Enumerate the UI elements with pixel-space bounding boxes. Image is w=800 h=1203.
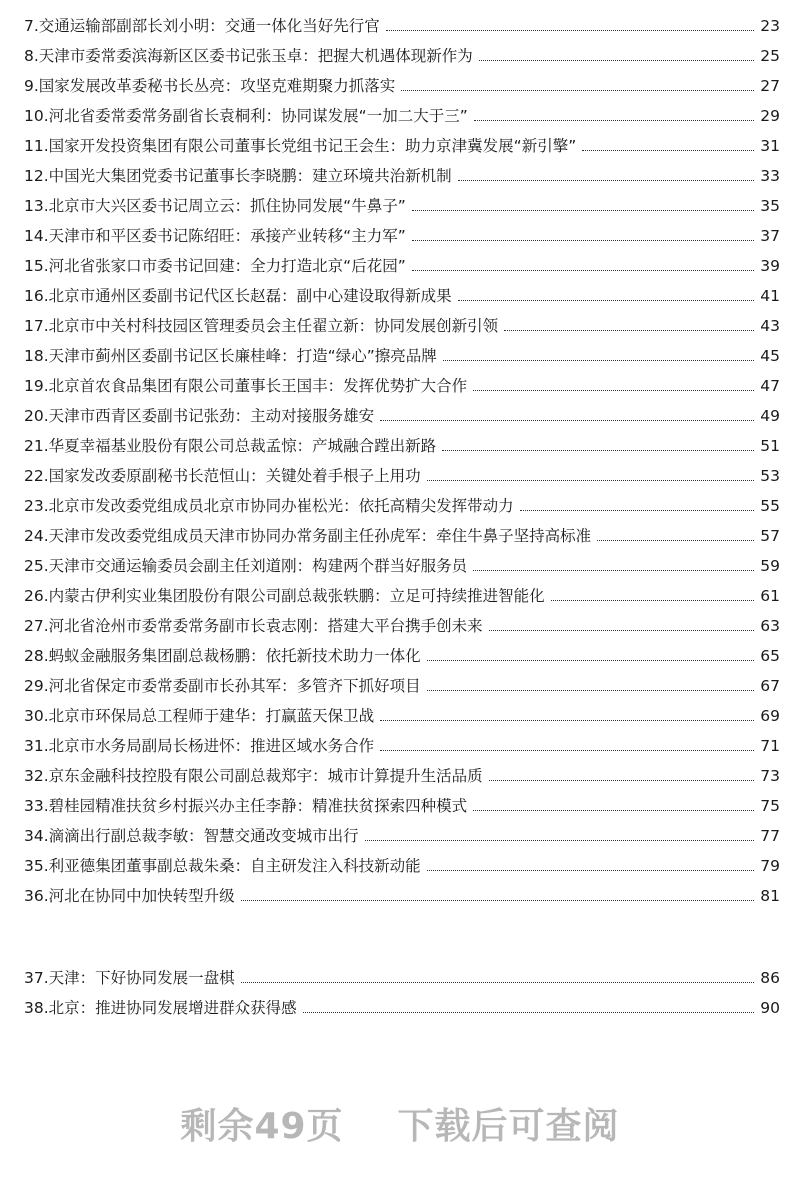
toc-dot-leader — [380, 420, 754, 421]
toc-entry-page: 59 — [760, 557, 780, 575]
toc-entry-number: 30. — [24, 707, 49, 725]
toc-entry[interactable] — [24, 36, 780, 66]
toc-dot-leader — [442, 450, 754, 451]
toc-entry[interactable] — [24, 156, 780, 186]
toc-entry-title: 天津市和平区委书记陈绍旺：承接产业转移“主力军” — [48, 227, 406, 245]
toc-entry[interactable] — [24, 876, 780, 906]
toc-entry-title: 河北在协同中加快转型升级 — [48, 887, 235, 905]
toc-entry[interactable] — [24, 66, 780, 96]
toc-dot-leader — [412, 240, 755, 241]
toc-entry-title: 北京市环保局总工程师于建华：打赢蓝天保卫战 — [48, 707, 375, 725]
toc-entry-title: 华夏幸福基业股份有限公司总裁孟惊：产城融合蹚出新路 — [48, 437, 437, 455]
toc-entry[interactable] — [24, 216, 780, 246]
toc-entry-page: 57 — [760, 527, 780, 545]
toc-entry-title: 河北省张家口市委书记回建：全力打造北京“后花园” — [48, 257, 406, 275]
toc-entry-page: 51 — [760, 437, 780, 455]
toc-entry-title: 北京首农食品集团有限公司董事长王国丰：发挥优势扩大合作 — [48, 377, 468, 395]
toc-entry-number: 9. — [24, 77, 39, 95]
toc-entry-number: 38. — [24, 999, 49, 1017]
toc-entry-page: 53 — [760, 467, 780, 485]
toc-entry[interactable] — [24, 366, 780, 396]
toc-dot-leader — [427, 660, 755, 661]
toc-dot-leader — [489, 780, 755, 781]
toc-entry[interactable] — [24, 336, 780, 366]
toc-entry-number: 17. — [24, 317, 49, 335]
toc-dot-leader — [386, 30, 754, 31]
toc-entry-page: 86 — [760, 969, 780, 987]
toc-group-b — [24, 958, 780, 1018]
toc-entry-page: 61 — [760, 587, 780, 605]
toc-entry[interactable] — [24, 666, 780, 696]
toc-entry-page: 27 — [760, 77, 780, 95]
toc-entry-title: 碧桂园精准扶贫乡村振兴办主任李静：精准扶贫探索四种模式 — [48, 797, 468, 815]
toc-entry-number: 34. — [24, 827, 49, 845]
toc-entry-page: 45 — [760, 347, 780, 365]
toc-dot-leader — [241, 900, 755, 901]
toc-entry[interactable] — [24, 486, 780, 516]
toc-entry-title: 内蒙古伊利实业集团股份有限公司副总裁张轶鹏：立足可持续推进智能化 — [48, 587, 545, 605]
toc-dot-leader — [427, 870, 755, 871]
toc-entry[interactable] — [24, 958, 780, 988]
toc-dot-leader — [412, 270, 755, 271]
download-prompt[interactable] — [0, 1098, 800, 1149]
toc-entry-number: 28. — [24, 647, 49, 665]
toc-entry-page: 43 — [760, 317, 780, 335]
toc-entry-number: 27. — [24, 617, 49, 635]
toc-entry-page: 25 — [760, 47, 780, 65]
toc-entry-title: 蚂蚁金融服务集团副总裁杨鹏：依托新技术助力一体化 — [48, 647, 421, 665]
toc-entry-page: 37 — [760, 227, 780, 245]
toc-entry-title: 天津：下好协同发展一盘棋 — [48, 969, 235, 987]
toc-entry-page: 55 — [760, 497, 780, 515]
toc-entry[interactable] — [24, 306, 780, 336]
toc-entry-page: 29 — [760, 107, 780, 125]
toc-entry-page: 73 — [760, 767, 780, 785]
toc-entry[interactable] — [24, 816, 780, 846]
toc-entry-page: 75 — [760, 797, 780, 815]
toc-entry-title: 北京市大兴区委书记周立云：抓住协同发展“牛鼻子” — [48, 197, 406, 215]
toc-entry-number: 14. — [24, 227, 49, 245]
toc-dot-leader — [520, 510, 755, 511]
table-of-contents — [24, 6, 780, 1018]
toc-entry-number: 8. — [24, 47, 39, 65]
toc-entry-title: 河北省沧州市委常委常务副市长袁志刚：搭建大平台携手创未来 — [48, 617, 483, 635]
toc-entry-number: 31. — [24, 737, 49, 755]
toc-entry[interactable] — [24, 126, 780, 156]
toc-entry-page: 81 — [760, 887, 780, 905]
toc-gap — [24, 906, 780, 958]
toc-dot-leader — [401, 90, 754, 91]
toc-entry[interactable] — [24, 516, 780, 546]
toc-entry[interactable] — [24, 786, 780, 816]
toc-entry-title: 中国光大集团党委书记董事长李晓鹏：建立环境共治新机制 — [48, 167, 452, 185]
toc-entry[interactable] — [24, 756, 780, 786]
toc-entry-number: 33. — [24, 797, 49, 815]
toc-entry-title: 北京市发改委党组成员北京市协同办崔松光：依托高精尖发挥带动力 — [48, 497, 514, 515]
toc-entry-number: 12. — [24, 167, 49, 185]
toc-entry-number: 13. — [24, 197, 49, 215]
toc-entry-page: 63 — [760, 617, 780, 635]
toc-entry-number: 10. — [24, 107, 49, 125]
toc-entry-title: 京东金融科技控股有限公司副总裁郑宇：城市计算提升生活品质 — [48, 767, 483, 785]
toc-entry-title: 国家开发投资集团有限公司董事长党组书记王会生：助力京津冀发展“新引擎” — [48, 137, 577, 155]
toc-entry[interactable] — [24, 276, 780, 306]
toc-entry-number: 20. — [24, 407, 49, 425]
toc-entry-page: 77 — [760, 827, 780, 845]
toc-entry-title: 国家发改委原副秘书长范恒山：关键处着手根子上用功 — [48, 467, 421, 485]
toc-entry[interactable] — [24, 576, 780, 606]
toc-entry[interactable] — [24, 6, 780, 36]
toc-dot-leader — [241, 982, 755, 983]
toc-entry[interactable] — [24, 96, 780, 126]
toc-entry-title: 天津市交通运输委员会副主任刘道刚：构建两个群当好服务员 — [48, 557, 468, 575]
toc-entry-number: 22. — [24, 467, 49, 485]
toc-dot-leader — [443, 360, 755, 361]
toc-entry[interactable] — [24, 696, 780, 726]
toc-dot-leader — [473, 810, 754, 811]
remaining-pages-text: 剩余49页 — [180, 1106, 344, 1147]
toc-dot-leader — [474, 120, 755, 121]
toc-dot-leader — [365, 840, 755, 841]
toc-entry-title: 河北省委常委常务副省长袁桐利：协同谋发展“一加二大于三” — [48, 107, 468, 125]
toc-dot-leader — [380, 720, 754, 721]
toc-entry[interactable] — [24, 846, 780, 876]
toc-dot-leader — [504, 330, 754, 331]
toc-entry-title: 北京市中关村科技园区管理委员会主任翟立新：协同发展创新引领 — [48, 317, 499, 335]
toc-entry-page: 31 — [760, 137, 780, 155]
toc-entry-title: 国家发展改革委秘书长丛亮：攻坚克难期聚力抓落实 — [38, 77, 396, 95]
download-to-view-text: 下载后可查阅 — [397, 1106, 620, 1147]
toc-entry-title: 交通运输部副部长刘小明：交通一体化当好先行官 — [38, 17, 380, 35]
toc-entry[interactable] — [24, 456, 780, 486]
toc-entry-page: 35 — [760, 197, 780, 215]
toc-dot-leader — [458, 180, 755, 181]
toc-dot-leader — [551, 600, 755, 601]
toc-dot-leader — [489, 630, 755, 631]
toc-entry-page: 65 — [760, 647, 780, 665]
toc-dot-leader — [427, 480, 755, 481]
toc-entry-title: 滴滴出行副总裁李敏：智慧交通改变城市出行 — [48, 827, 359, 845]
toc-dot-leader — [582, 150, 754, 151]
toc-entry-number: 35. — [24, 857, 49, 875]
toc-entry-number: 26. — [24, 587, 49, 605]
toc-dot-leader — [380, 750, 754, 751]
toc-entry-page: 79 — [760, 857, 780, 875]
toc-entry-page: 47 — [760, 377, 780, 395]
toc-entry-number: 25. — [24, 557, 49, 575]
toc-entry-title: 天津市西青区委副书记张劲：主动对接服务雄安 — [48, 407, 375, 425]
toc-entry-title: 天津市蓟州区委副书记区长廉桂峰：打造“绿心”擦亮品牌 — [48, 347, 437, 365]
toc-entry[interactable] — [24, 186, 780, 216]
toc-group-a — [24, 6, 780, 906]
toc-entry-number: 29. — [24, 677, 49, 695]
toc-entry-number: 15. — [24, 257, 49, 275]
toc-entry-page: 49 — [760, 407, 780, 425]
toc-entry-page: 67 — [760, 677, 780, 695]
toc-entry-title: 天津市委常委滨海新区区委书记张玉卓：把握大机遇体现新作为 — [38, 47, 473, 65]
toc-dot-leader — [479, 60, 754, 61]
toc-entry-number: 36. — [24, 887, 49, 905]
toc-entry-number: 24. — [24, 527, 49, 545]
toc-entry-page: 39 — [760, 257, 780, 275]
toc-entry-number: 7. — [24, 17, 39, 35]
toc-entry-number: 23. — [24, 497, 49, 515]
toc-entry[interactable] — [24, 606, 780, 636]
toc-dot-leader — [597, 540, 754, 541]
toc-entry-title: 北京市水务局副局长杨进怀：推进区域水务合作 — [48, 737, 375, 755]
toc-entry-page: 90 — [760, 999, 780, 1017]
toc-entry[interactable] — [24, 636, 780, 666]
toc-entry-number: 32. — [24, 767, 49, 785]
toc-dot-leader — [473, 570, 754, 571]
toc-entry[interactable] — [24, 726, 780, 756]
toc-entry-number: 16. — [24, 287, 49, 305]
toc-dot-leader — [427, 690, 755, 691]
toc-entry[interactable] — [24, 546, 780, 576]
toc-entry-title: 河北省保定市委常委副市长孙其军：多管齐下抓好项目 — [48, 677, 421, 695]
toc-entry-page: 69 — [760, 707, 780, 725]
toc-entry-number: 21. — [24, 437, 49, 455]
toc-entry-title: 北京市通州区委副书记代区长赵磊：副中心建设取得新成果 — [48, 287, 452, 305]
toc-entry-number: 11. — [24, 137, 49, 155]
toc-entry-number: 37. — [24, 969, 49, 987]
toc-entry-title: 北京：推进协同发展增进群众获得感 — [48, 999, 297, 1017]
toc-dot-leader — [458, 300, 755, 301]
toc-entry-page: 23 — [760, 17, 780, 35]
toc-entry-page: 41 — [760, 287, 780, 305]
toc-entry[interactable] — [24, 246, 780, 276]
toc-entry[interactable] — [24, 988, 780, 1018]
toc-entry-page: 33 — [760, 167, 780, 185]
toc-entry-title: 天津市发改委党组成员天津市协同办常务副主任孙虎军：牵住牛鼻子坚持高标准 — [48, 527, 592, 545]
toc-dot-leader — [412, 210, 755, 211]
toc-entry[interactable] — [24, 426, 780, 456]
toc-entry-page: 71 — [760, 737, 780, 755]
toc-entry[interactable] — [24, 396, 780, 426]
toc-entry-number: 18. — [24, 347, 49, 365]
toc-entry-title: 利亚德集团董事副总裁朱桑：自主研发注入科技新动能 — [48, 857, 421, 875]
toc-dot-leader — [473, 390, 754, 391]
toc-dot-leader — [303, 1012, 755, 1013]
toc-entry-number: 19. — [24, 377, 49, 395]
